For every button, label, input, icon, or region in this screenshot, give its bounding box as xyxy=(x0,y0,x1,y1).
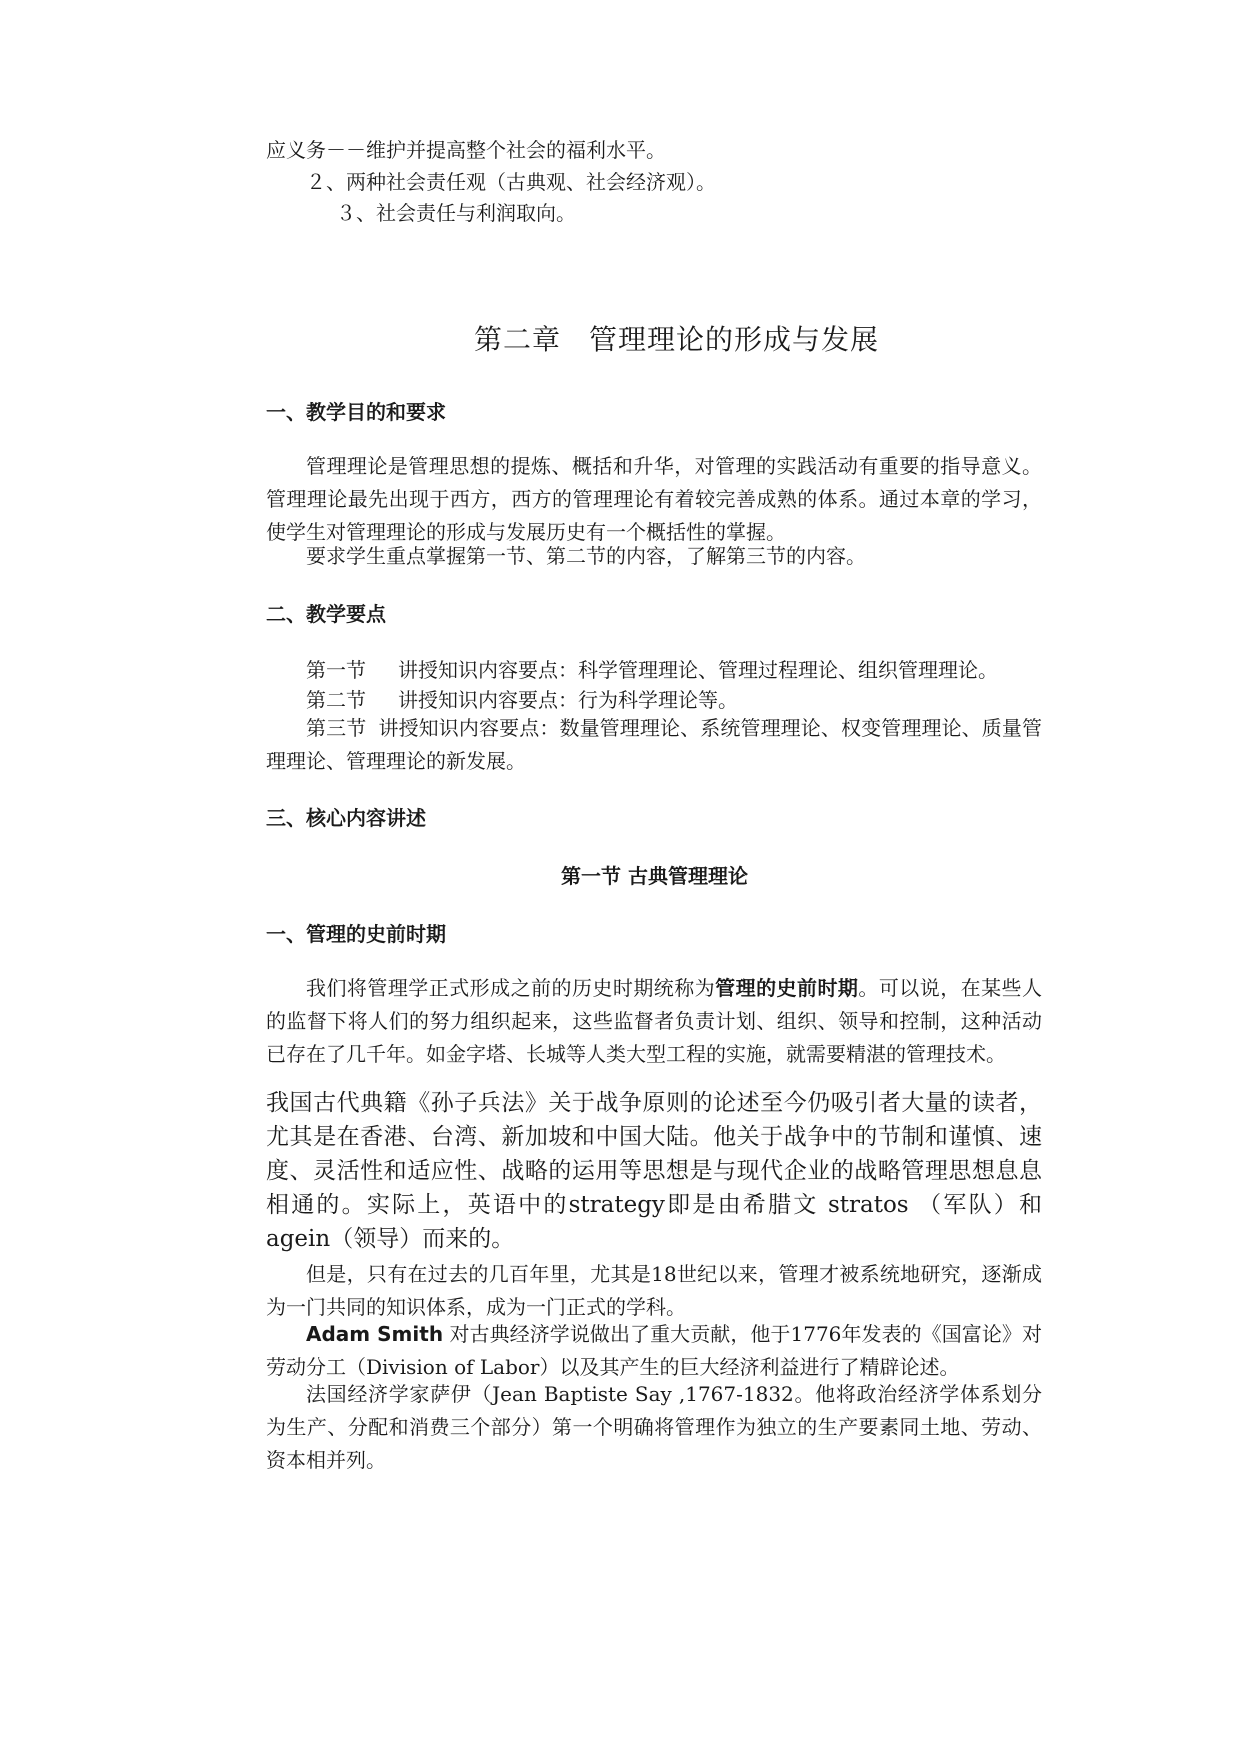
key-point-item xyxy=(306,654,998,686)
subsection-heading: 一、管理的史前时期 xyxy=(266,922,446,946)
history-paragraph: 但是，只有在过去的几百年里，尤其是18世纪以来，管理才被系统地研究，逐渐成为一门共同的知识体系，成为一门正式的学科。 xyxy=(266,1262,1042,1319)
sunzi-paragraph: 我国古代典籍《孙子兵法》关于战争原则的论述至今仍吸引者大量的读者，尤其是在香港、台湾、新加坡和中国大陆。他关于战争中的节制和谨慎、速度、灵活性和适应性、战略的运用等思想是与现代企业的战略管理思想息息相通的。实际上，英语中的strategy即是由希腊文 stratos （军队）和agein（领导）而来的。 xyxy=(266,1090,1042,1252)
key-point-label: 第一节 xyxy=(306,658,366,682)
key-point-label: 第三节 xyxy=(306,716,367,740)
adam-smith-paragraph: Adam Smith 对古典经济学说做出了重大贡献，他于1776年发表的《国富论》对劳动分工（Division of Labor）以及其产生的巨大经济利益进行了精辟论述。 xyxy=(266,1322,1042,1379)
section-heading-key-points: 二、教学要点 xyxy=(266,602,386,626)
intro-line-3: ３、社会责任与利润取向。 xyxy=(336,201,576,225)
objectives-requirement: 要求学生重点掌握第一节、第二节的内容，了解第三节的内容。 xyxy=(306,544,866,568)
intro-line-1: 应义务－－维护并提高整个社会的福利水平。 xyxy=(266,138,666,162)
intro-line-2: ２、两种社会责任观（古典观、社会经济观）。 xyxy=(306,170,716,194)
section-heading-objectives: 一、教学目的和要求 xyxy=(266,400,446,424)
chapter-number: 第二章 xyxy=(474,323,562,356)
key-point-text: 讲授知识内容要点：数量管理理论、系统管理理论、权变管理理论、质量管理理论、管理理论的新发展。 xyxy=(266,716,1043,773)
prehistory-paragraph: 我们将管理学正式形成之前的历史时期统称为管理的史前时期。可以说，在某些人的监督下将人们的努力组织起来，这些监督者负责计划、组织、领导和控制，这种活动已存在了几千年。如金字塔、长城等人类大型工程的实施，就需要精湛的管理技术。 xyxy=(266,976,1043,1066)
key-point-text: 讲授知识内容要点：行为科学理论等。 xyxy=(398,688,738,712)
say-paragraph: 法国经济学家萨伊（Jean Baptiste Say ,1767-1832。他将政治经济学体系划分为生产、分配和消费三个部分）第一个明确将管理作为独立的生产要素同土地、劳动、资本相并列。 xyxy=(266,1382,1042,1472)
chapter-title xyxy=(474,318,879,358)
key-point-item xyxy=(266,712,1042,778)
key-point-text: 讲授知识内容要点：科学管理理论、管理过程理论、组织管理理论。 xyxy=(398,658,998,682)
chapter-name: 管理理论的形成与发展 xyxy=(589,323,880,356)
section-title: 第一节 古典管理理论 xyxy=(561,864,748,888)
section-heading-core-content: 三、核心内容讲述 xyxy=(266,806,426,830)
key-point-label: 第二节 xyxy=(306,688,366,712)
objectives-paragraph: 管理理论是管理思想的提炼、概括和升华，对管理的实践活动有重要的指导意义。管理理论最先出现于西方，西方的管理理论有着较完善成熟的体系。通过本章的学习，使学生对管理理论的形成与发展历史有一个概括性的掌握。 xyxy=(266,454,1042,544)
prehistory-term: 管理的史前时期 xyxy=(715,976,859,1000)
adam-smith-name: Adam Smith xyxy=(306,1322,444,1346)
